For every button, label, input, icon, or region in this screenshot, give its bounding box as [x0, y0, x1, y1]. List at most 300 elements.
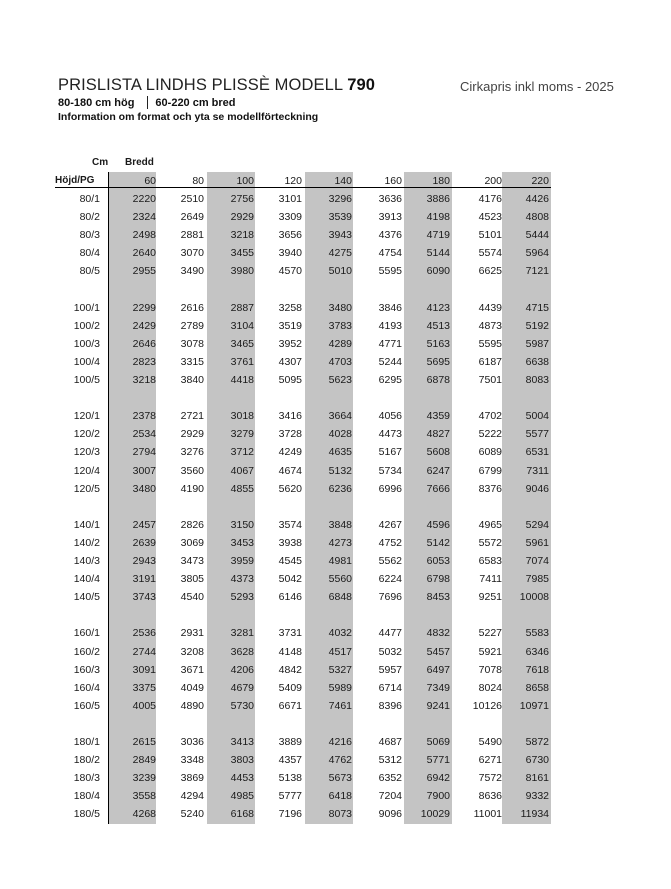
price-cell: 2615	[132, 736, 156, 748]
price-cell: 5562	[378, 555, 402, 567]
price-cell: 2616	[180, 301, 204, 314]
info-text: Information om format och yta se modellförteckning	[58, 111, 319, 123]
price-cell: 3980	[230, 265, 254, 278]
price-cell: 5457	[426, 645, 450, 658]
price-cell: 5734	[378, 464, 402, 477]
price-cell: 6247	[426, 464, 450, 477]
price-cell: 4373	[230, 573, 254, 586]
price-cell: 4473	[378, 428, 402, 441]
price-cell: 3309	[278, 211, 302, 224]
column-header: 140	[334, 175, 352, 187]
price-cell: 3938	[278, 536, 302, 549]
price-cell: 4827	[426, 428, 450, 441]
price-cell: 3150	[230, 518, 254, 531]
price-cell: 4762	[328, 754, 352, 767]
price-cell: 5872	[525, 736, 549, 748]
price-cell: 3480	[132, 482, 156, 495]
column-header: 200	[484, 175, 502, 187]
row-label: 120/2	[73, 428, 100, 441]
price-cell: 4418	[230, 374, 254, 386]
price-cell: 4596	[426, 518, 450, 531]
price-cell: 9096	[378, 808, 402, 821]
price-cell: 2931	[180, 627, 204, 640]
column-header: 220	[531, 175, 549, 187]
price-cell: 6295	[378, 374, 402, 386]
price-cell: 3671	[180, 663, 204, 676]
price-cell: 6531	[525, 446, 549, 459]
price-cell: 3091	[132, 663, 156, 676]
column-header: 180	[432, 175, 450, 187]
price-cell: 3276	[180, 446, 204, 459]
height-range: 80-180 cm hög	[58, 97, 135, 109]
price-cell: 4357	[278, 754, 302, 767]
price-cell: 7074	[525, 555, 549, 567]
price-cell: 4703	[328, 355, 352, 368]
row-label: 160/5	[73, 699, 100, 712]
price-cell: 5490	[478, 736, 502, 748]
price-cell: 3560	[180, 464, 204, 477]
price-cell: 2646	[132, 337, 156, 350]
price-cell: 9241	[426, 699, 450, 712]
price-cell: 4832	[426, 627, 450, 640]
price-cell: 3913	[378, 211, 402, 224]
price-cell: 3208	[180, 645, 204, 658]
price-cell: 2756	[230, 193, 254, 205]
price-cell: 9046	[525, 482, 549, 495]
row-label: 100/1	[73, 301, 100, 314]
price-cell: 4190	[180, 482, 204, 495]
price-cell: 5240	[180, 808, 204, 821]
price-cell: 5577	[525, 428, 549, 441]
price-cell: 4687	[378, 736, 402, 748]
price-cell: 4873	[478, 319, 502, 332]
price-cell: 3848	[328, 518, 352, 531]
price-cell: 3036	[180, 736, 204, 748]
price-cell: 5227	[478, 627, 502, 640]
price-cell: 5964	[525, 247, 549, 260]
row-label: 160/1	[73, 627, 100, 640]
row-label: 140/3	[73, 555, 100, 567]
price-cell: 2534	[132, 428, 156, 441]
price-cell: 4719	[426, 229, 450, 242]
price-note: Cirkapris inkl moms - 2025	[460, 79, 614, 94]
row-label-rule	[108, 172, 109, 824]
price-cell: 3886	[426, 193, 450, 205]
price-cell: 5010	[328, 265, 352, 278]
price-cell: 3940	[278, 247, 302, 260]
price-cell: 2943	[132, 555, 156, 567]
price-cell: 3959	[230, 555, 254, 567]
price-cell: 5777	[278, 790, 302, 803]
price-cell: 3279	[230, 428, 254, 441]
price-cell: 2498	[132, 229, 156, 242]
price-cell: 4123	[426, 301, 450, 314]
price-cell: 3315	[180, 355, 204, 368]
price-cell: 7696	[378, 591, 402, 604]
price-cell: 7311	[526, 464, 549, 477]
price-cell: 5921	[478, 645, 502, 658]
row-label: 80/5	[79, 265, 100, 278]
price-cell: 3490	[180, 265, 204, 278]
price-cell: 8073	[328, 808, 352, 821]
price-cell: 8161	[525, 772, 549, 785]
price-cell: 5138	[278, 772, 302, 785]
price-cell: 4679	[230, 681, 254, 694]
price-cell: 8396	[378, 699, 402, 712]
price-cell: 3803	[230, 754, 254, 767]
price-cell: 6730	[525, 754, 549, 767]
price-cell: 5095	[278, 374, 302, 386]
price-cell: 6942	[426, 772, 450, 785]
price-cell: 3191	[132, 573, 156, 586]
price-cell: 6878	[426, 374, 450, 386]
row-label: 100/4	[73, 355, 100, 368]
price-cell: 3743	[132, 591, 156, 604]
price-cell: 5293	[230, 591, 254, 604]
row-label: 180/5	[73, 808, 100, 821]
price-cell: 2220	[132, 193, 156, 205]
price-cell: 6625	[478, 265, 502, 278]
price-cell: 8376	[478, 482, 502, 495]
price-cell: 4359	[426, 410, 450, 423]
price-cell: 3731	[278, 627, 302, 640]
price-cell: 4426	[525, 193, 549, 205]
price-cell: 5987	[525, 337, 549, 350]
price-cell: 10126	[472, 699, 502, 712]
price-cell: 5595	[378, 265, 402, 278]
price-cell: 5294	[525, 518, 549, 531]
price-cell: 5572	[478, 536, 502, 549]
price-cell: 5142	[426, 536, 450, 549]
price-cell: 8636	[478, 790, 502, 803]
price-cell: 2324	[132, 211, 156, 224]
price-cell: 6187	[478, 355, 502, 368]
price-cell: 6271	[478, 754, 502, 767]
price-cell: 10971	[519, 699, 549, 712]
price-cell: 4981	[328, 555, 352, 567]
price-cell: 4267	[378, 518, 402, 531]
price-cell: 3869	[180, 772, 204, 785]
price-cell: 5623	[328, 374, 352, 386]
price-cell: 4273	[328, 536, 352, 549]
row-label: 160/4	[73, 681, 100, 694]
row-label: 100/2	[73, 319, 100, 332]
price-cell: 10008	[519, 591, 549, 604]
price-cell: 2536	[132, 627, 156, 640]
price-cell: 4216	[328, 736, 352, 748]
price-cell: 2639	[132, 536, 156, 549]
price-cell: 3104	[230, 319, 254, 332]
price-cell: 6418	[328, 790, 352, 803]
price-cell: 7121	[525, 265, 549, 278]
price-cell: 5695	[426, 355, 450, 368]
price-cell: 3007	[132, 464, 156, 477]
price-cell: 6146	[278, 591, 302, 604]
column-header: 80	[192, 175, 204, 187]
row-label: 140/5	[73, 591, 100, 604]
price-cell: 7501	[478, 374, 502, 386]
price-cell: 5069	[426, 736, 450, 748]
price-cell: 6224	[378, 573, 402, 586]
price-cell: 4808	[525, 211, 549, 224]
row-label: 180/2	[73, 754, 100, 767]
price-cell: 3480	[328, 301, 352, 314]
price-cell: 2744	[132, 645, 156, 658]
row-label: 80/1	[79, 193, 100, 205]
price-cell: 4176	[478, 193, 502, 205]
price-cell: 5163	[426, 337, 450, 350]
price-cell: 3258	[278, 301, 302, 314]
price-cell: 4523	[478, 211, 502, 224]
price-cell: 6168	[230, 808, 254, 821]
price-cell: 4635	[328, 446, 352, 459]
price-cell: 8024	[478, 681, 502, 694]
price-cell: 4855	[230, 482, 254, 495]
price-cell: 6714	[378, 681, 402, 694]
price-cell: 4771	[378, 337, 402, 350]
price-cell: 5004	[525, 410, 549, 423]
price-cell: 6799	[478, 464, 502, 477]
price-cell: 3218	[230, 229, 254, 242]
price-cell: 4702	[478, 410, 502, 423]
price-cell: 4517	[328, 645, 352, 658]
price-cell: 3558	[132, 790, 156, 803]
price-cell: 4067	[230, 464, 254, 477]
price-cell: 6671	[278, 699, 302, 712]
price-cell: 3761	[230, 355, 254, 368]
price-cell: 4985	[230, 790, 254, 803]
price-cell: 9251	[478, 591, 502, 604]
price-cell: 3952	[278, 337, 302, 350]
price-cell: 3296	[328, 193, 352, 205]
width-range: 60-220 cm bred	[155, 97, 236, 109]
price-cell: 3805	[180, 573, 204, 586]
row-label: 180/1	[73, 736, 100, 748]
price-cell: 3840	[180, 374, 204, 386]
price-cell: 3453	[230, 536, 254, 549]
price-cell: 4545	[278, 555, 302, 567]
title-prefix: PRISLISTA LINDHS PLISSÈ MODELL	[58, 76, 343, 94]
price-cell: 5595	[478, 337, 502, 350]
row-label: 140/1	[73, 518, 100, 531]
price-cell: 7411	[479, 573, 502, 586]
width-label: Bredd	[125, 157, 154, 168]
price-cell: 3728	[278, 428, 302, 441]
price-cell: 3069	[180, 536, 204, 549]
price-cell: 4842	[278, 663, 302, 676]
price-cell: 3628	[230, 645, 254, 658]
price-cell: 7349	[426, 681, 450, 694]
price-cell: 8083	[525, 374, 549, 386]
column-header: 120	[284, 175, 302, 187]
price-cell: 5574	[478, 247, 502, 260]
price-cell: 7985	[525, 573, 549, 586]
price-cell: 4032	[328, 627, 352, 640]
price-cell: 4453	[230, 772, 254, 785]
price-cell: 8658	[525, 681, 549, 694]
price-cell: 3101	[278, 193, 302, 205]
price-cell: 5032	[378, 645, 402, 658]
price-cell: 6090	[426, 265, 450, 278]
price-cell: 4439	[478, 301, 502, 314]
price-cell: 6996	[378, 482, 402, 495]
price-cell: 3465	[230, 337, 254, 350]
price-cell: 4715	[525, 301, 549, 314]
price-cell: 2649	[180, 211, 204, 224]
price-cell: 5771	[426, 754, 450, 767]
price-cell: 2794	[132, 446, 156, 459]
price-cell: 3783	[328, 319, 352, 332]
price-cell: 2929	[230, 211, 254, 224]
price-cell: 2789	[180, 319, 204, 332]
size-range	[58, 96, 236, 109]
price-cell: 3664	[328, 410, 352, 423]
price-cell: 7666	[426, 482, 450, 495]
price-cell: 3712	[230, 446, 254, 459]
price-cell: 5222	[478, 428, 502, 441]
price-cell: 5312	[378, 754, 402, 767]
price-cell: 7618	[525, 663, 549, 676]
row-label: 180/3	[73, 772, 100, 785]
price-cell: 4049	[180, 681, 204, 694]
price-cell: 5957	[378, 663, 402, 676]
price-cell: 5673	[328, 772, 352, 785]
price-cell: 4540	[180, 591, 204, 604]
price-cell: 3574	[278, 518, 302, 531]
price-cell: 3943	[328, 229, 352, 242]
price-cell: 5989	[328, 681, 352, 694]
price-cell: 4294	[180, 790, 204, 803]
price-cell: 4307	[278, 355, 302, 368]
corner-label: Cm	[92, 157, 109, 168]
price-cell: 2826	[180, 518, 204, 531]
price-cell: 4754	[378, 247, 402, 260]
price-cell: 2429	[132, 319, 156, 332]
price-cell: 5730	[230, 699, 254, 712]
price-cell: 9332	[525, 790, 549, 803]
price-cell: 4005	[132, 699, 156, 712]
row-label: 160/3	[73, 663, 100, 676]
price-cell: 2849	[132, 754, 156, 767]
price-cell: 4376	[378, 229, 402, 242]
row-label: 140/4	[73, 573, 100, 586]
price-cell: 4752	[378, 536, 402, 549]
row-label: 140/2	[73, 536, 100, 549]
row-label: 80/3	[79, 229, 100, 242]
price-cell: 11934	[520, 808, 549, 821]
price-cell: 2299	[132, 301, 156, 314]
row-label: 180/4	[73, 790, 100, 803]
price-cell: 5620	[278, 482, 302, 495]
price-cell: 3846	[378, 301, 402, 314]
price-cell: 6583	[478, 555, 502, 567]
price-cell: 4965	[478, 518, 502, 531]
price-cell: 3413	[230, 736, 254, 748]
price-cell: 2640	[132, 247, 156, 260]
price-cell: 3519	[278, 319, 302, 332]
price-cell: 4570	[278, 265, 302, 278]
price-cell: 6848	[328, 591, 352, 604]
price-cell: 3018	[230, 410, 254, 423]
price-cell: 2510	[180, 193, 204, 205]
price-cell: 3070	[180, 247, 204, 260]
price-cell: 6089	[478, 446, 502, 459]
row-label: 120/4	[73, 464, 100, 477]
price-cell: 2721	[180, 410, 204, 423]
row-label: 100/5	[73, 374, 100, 386]
row-label: 80/2	[79, 211, 100, 224]
price-cell: 4289	[328, 337, 352, 350]
price-cell: 3889	[278, 736, 302, 748]
price-cell: 7572	[478, 772, 502, 785]
price-cell: 5608	[426, 446, 450, 459]
price-cell: 6236	[328, 482, 352, 495]
price-cell: 5583	[525, 627, 549, 640]
price-cell: 4477	[378, 627, 402, 640]
header-rule	[55, 187, 551, 188]
price-cell: 4056	[378, 410, 402, 423]
price-cell: 2929	[180, 428, 204, 441]
price-cell: 6497	[426, 663, 450, 676]
price-cell: 4275	[328, 247, 352, 260]
column-header: 100	[236, 175, 254, 187]
price-cell: 5444	[525, 229, 549, 242]
price-cell: 5192	[525, 319, 549, 332]
price-cell: 10029	[420, 808, 450, 821]
price-cell: 4028	[328, 428, 352, 441]
row-label: 100/3	[73, 337, 100, 350]
price-cell: 6053	[426, 555, 450, 567]
price-cell: 5132	[328, 464, 352, 477]
price-cell: 8453	[426, 591, 450, 604]
price-cell: 7204	[378, 790, 402, 803]
price-cell: 7900	[426, 790, 450, 803]
price-cell: 5042	[278, 573, 302, 586]
price-cell: 3281	[230, 627, 254, 640]
model-number: 790	[347, 76, 376, 94]
price-cell: 3539	[328, 211, 352, 224]
price-cell: 3375	[132, 681, 156, 694]
row-label: 120/3	[73, 446, 100, 459]
price-cell: 7461	[328, 699, 352, 712]
price-cell: 3636	[378, 193, 402, 205]
price-cell: 6352	[378, 772, 402, 785]
price-cell: 5244	[378, 355, 402, 368]
price-cell: 3473	[180, 555, 204, 567]
price-cell: 2378	[132, 410, 156, 423]
price-cell: 5144	[426, 247, 450, 260]
price-cell: 4249	[278, 446, 302, 459]
price-cell: 7196	[278, 808, 302, 821]
price-cell: 7078	[478, 663, 502, 676]
price-cell: 2887	[230, 301, 254, 314]
price-cell: 3416	[278, 410, 302, 423]
price-cell: 6346	[525, 645, 549, 658]
column-header: 160	[384, 175, 402, 187]
price-cell: 4674	[278, 464, 302, 477]
price-cell: 4268	[132, 808, 156, 821]
price-cell: 3218	[132, 374, 156, 386]
price-cell: 3455	[230, 247, 254, 260]
price-cell: 4198	[426, 211, 450, 224]
price-cell: 4513	[426, 319, 450, 332]
price-cell: 5167	[378, 446, 402, 459]
row-label: 120/1	[73, 410, 100, 423]
price-cell: 5409	[278, 681, 302, 694]
price-cell: 5101	[478, 229, 502, 242]
page-title	[58, 76, 375, 95]
price-cell: 3348	[180, 754, 204, 767]
